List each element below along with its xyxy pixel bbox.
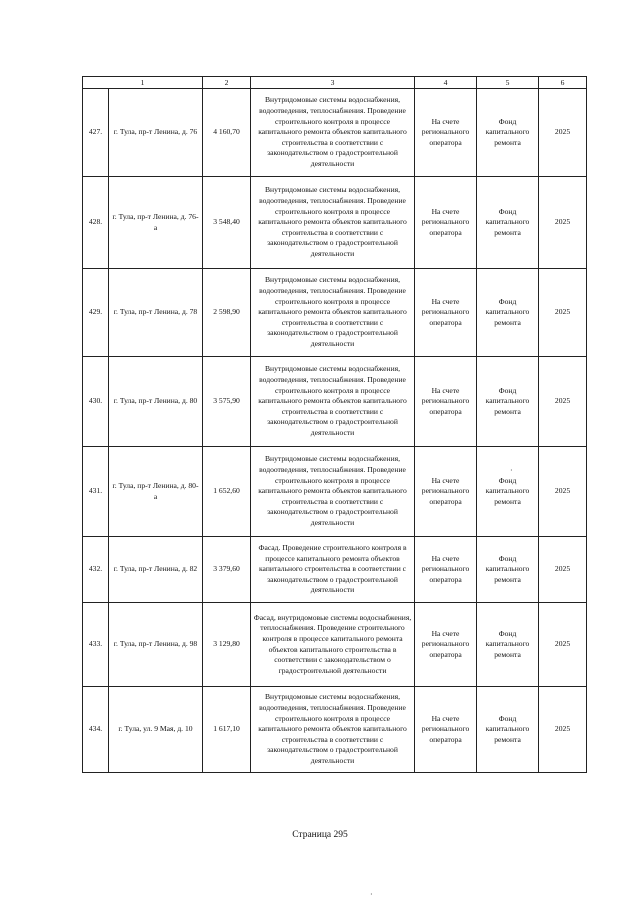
table-row (83, 537, 587, 603)
work-description-cell: Внутридомовые системы водоснабжения, водоотведения, теплоснабжения. Проведение строительного контроля в процессе капитального ремонта объектов капитального строительства в соответствии с законодательством о градостроительной деятельности (251, 447, 415, 537)
fund-cell: Фонд капитального ремонта (477, 89, 539, 177)
row-number: 427. (83, 89, 109, 177)
year-cell: 2025 (539, 447, 587, 537)
column-number-6: 6 (539, 77, 587, 89)
work-description-cell: Внутридомовые системы водоснабжения, водоотведения, теплоснабжения. Проведение строительного контроля в процессе капитального ремонта объектов капитального строительства в соответствии с законодательством о градостроительной деятельности (251, 89, 415, 177)
work-description-cell: Внутридомовые системы водоснабжения, водоотведения, теплоснабжения. Проведение строительного контроля в процессе капитального ремонта объектов капитального строительства в соответствии с законодательством о градостроительной деятельности (251, 687, 415, 773)
column-number-4: 4 (415, 77, 477, 89)
amount-cell: 3 129,80 (203, 603, 251, 687)
address-cell: г. Тула, пр-т Ленина, д. 80 (109, 357, 203, 447)
address-cell: г. Тула, пр-т Ленина, д. 82 (109, 537, 203, 603)
fund-cell: Фонд капитального ремонта (477, 177, 539, 269)
address-cell: г. Тула, пр-т Ленина, д. 78 (109, 269, 203, 357)
table-row (83, 269, 587, 357)
work-description-cell: Фасад. Проведение строительного контроля в процессе капитального ремонта объектов капитального строительства в соответствии с законодательством о градостроительной деятельности (251, 537, 415, 603)
fund-cell: Фонд капитального ремонта (477, 687, 539, 773)
account-cell: На счете регионального оператора (415, 537, 477, 603)
account-cell: На счете регионального оператора (415, 687, 477, 773)
row-number: 430. (83, 357, 109, 447)
row-number: 432. (83, 537, 109, 603)
year-cell: 2025 (539, 357, 587, 447)
table-row (83, 687, 587, 773)
address-cell: г. Тула, ул. 9 Мая, д. 10 (109, 687, 203, 773)
year-cell: 2025 (539, 603, 587, 687)
column-number-1: 1 (83, 77, 203, 89)
amount-cell: 1 617,10 (203, 687, 251, 773)
year-cell: 2025 (539, 537, 587, 603)
work-description-cell: Внутридомовые системы водоснабжения, водоотведения, теплоснабжения. Проведение строительного контроля в процессе капитального ремонта объектов капитального строительства в соответствии с законодательством о градостроительной деятельности (251, 357, 415, 447)
fund-cell: Фонд капитального ремонта (477, 537, 539, 603)
table-row (83, 177, 587, 269)
account-cell: На счете регионального оператора (415, 269, 477, 357)
table-row (83, 89, 587, 177)
amount-cell: 1 652,60 (203, 447, 251, 537)
amount-cell: 3 575,90 (203, 357, 251, 447)
table-row (83, 357, 587, 447)
account-cell: На счете регионального оператора (415, 603, 477, 687)
work-description-cell: Внутридомовые системы водоснабжения, водоотведения, теплоснабжения. Проведение строительного контроля в процессе капитального ремонта объектов капитального строительства в соответствии с законодательством о градостроительной деятельности (251, 177, 415, 269)
column-number-row (83, 77, 587, 89)
account-cell: На счете регионального оператора (415, 357, 477, 447)
year-cell: 2025 (539, 89, 587, 177)
table-row (83, 603, 587, 687)
address-cell: г. Тула, пр-т Ленина, д. 80-а (109, 447, 203, 537)
amount-cell: 4 160,70 (203, 89, 251, 177)
row-number: 433. (83, 603, 109, 687)
year-cell: 2025 (539, 269, 587, 357)
column-number-2: 2 (203, 77, 251, 89)
amount-cell: 3 548,40 (203, 177, 251, 269)
address-cell: г. Тула, пр-т Ленина, д. 76-а (109, 177, 203, 269)
scan-speck: · (370, 890, 373, 899)
row-number: 434. (83, 687, 109, 773)
address-cell: г. Тула, пр-т Ленина, д. 98 (109, 603, 203, 687)
amount-cell: 3 379,60 (203, 537, 251, 603)
fund-cell: Фонд капитального ремонта (477, 447, 539, 537)
account-cell: На счете регионального оператора (415, 89, 477, 177)
column-number-5: 5 (477, 77, 539, 89)
fund-cell: Фонд капитального ремонта (477, 603, 539, 687)
year-cell: 2025 (539, 687, 587, 773)
account-cell: На счете регионального оператора (415, 447, 477, 537)
table-row (83, 447, 587, 537)
work-description-cell: Фасад, внутридомовые системы водоснабжения, теплоснабжения. Проведение строительного контроля в процессе капитального ремонта объектов капитального строительства в соответствии с законодательством о градостроительной деятельности (251, 603, 415, 687)
scan-speck: · (510, 466, 513, 475)
row-number: 428. (83, 177, 109, 269)
year-cell: 2025 (539, 177, 587, 269)
row-number: 431. (83, 447, 109, 537)
page-number: Страница 295 (292, 830, 348, 840)
fund-cell: Фонд капитального ремонта (477, 357, 539, 447)
address-cell: г. Тула, пр-т Ленина, д. 76 (109, 89, 203, 177)
amount-cell: 2 598,90 (203, 269, 251, 357)
account-cell: На счете регионального оператора (415, 177, 477, 269)
column-number-3: 3 (251, 77, 415, 89)
capital-repair-table (82, 76, 587, 773)
fund-cell: Фонд капитального ремонта (477, 269, 539, 357)
work-description-cell: Внутридомовые системы водоснабжения, водоотведения, теплоснабжения. Проведение строительного контроля в процессе капитального ремонта объектов капитального строительства в соответствии с законодательством о градостроительной деятельности (251, 269, 415, 357)
row-number: 429. (83, 269, 109, 357)
